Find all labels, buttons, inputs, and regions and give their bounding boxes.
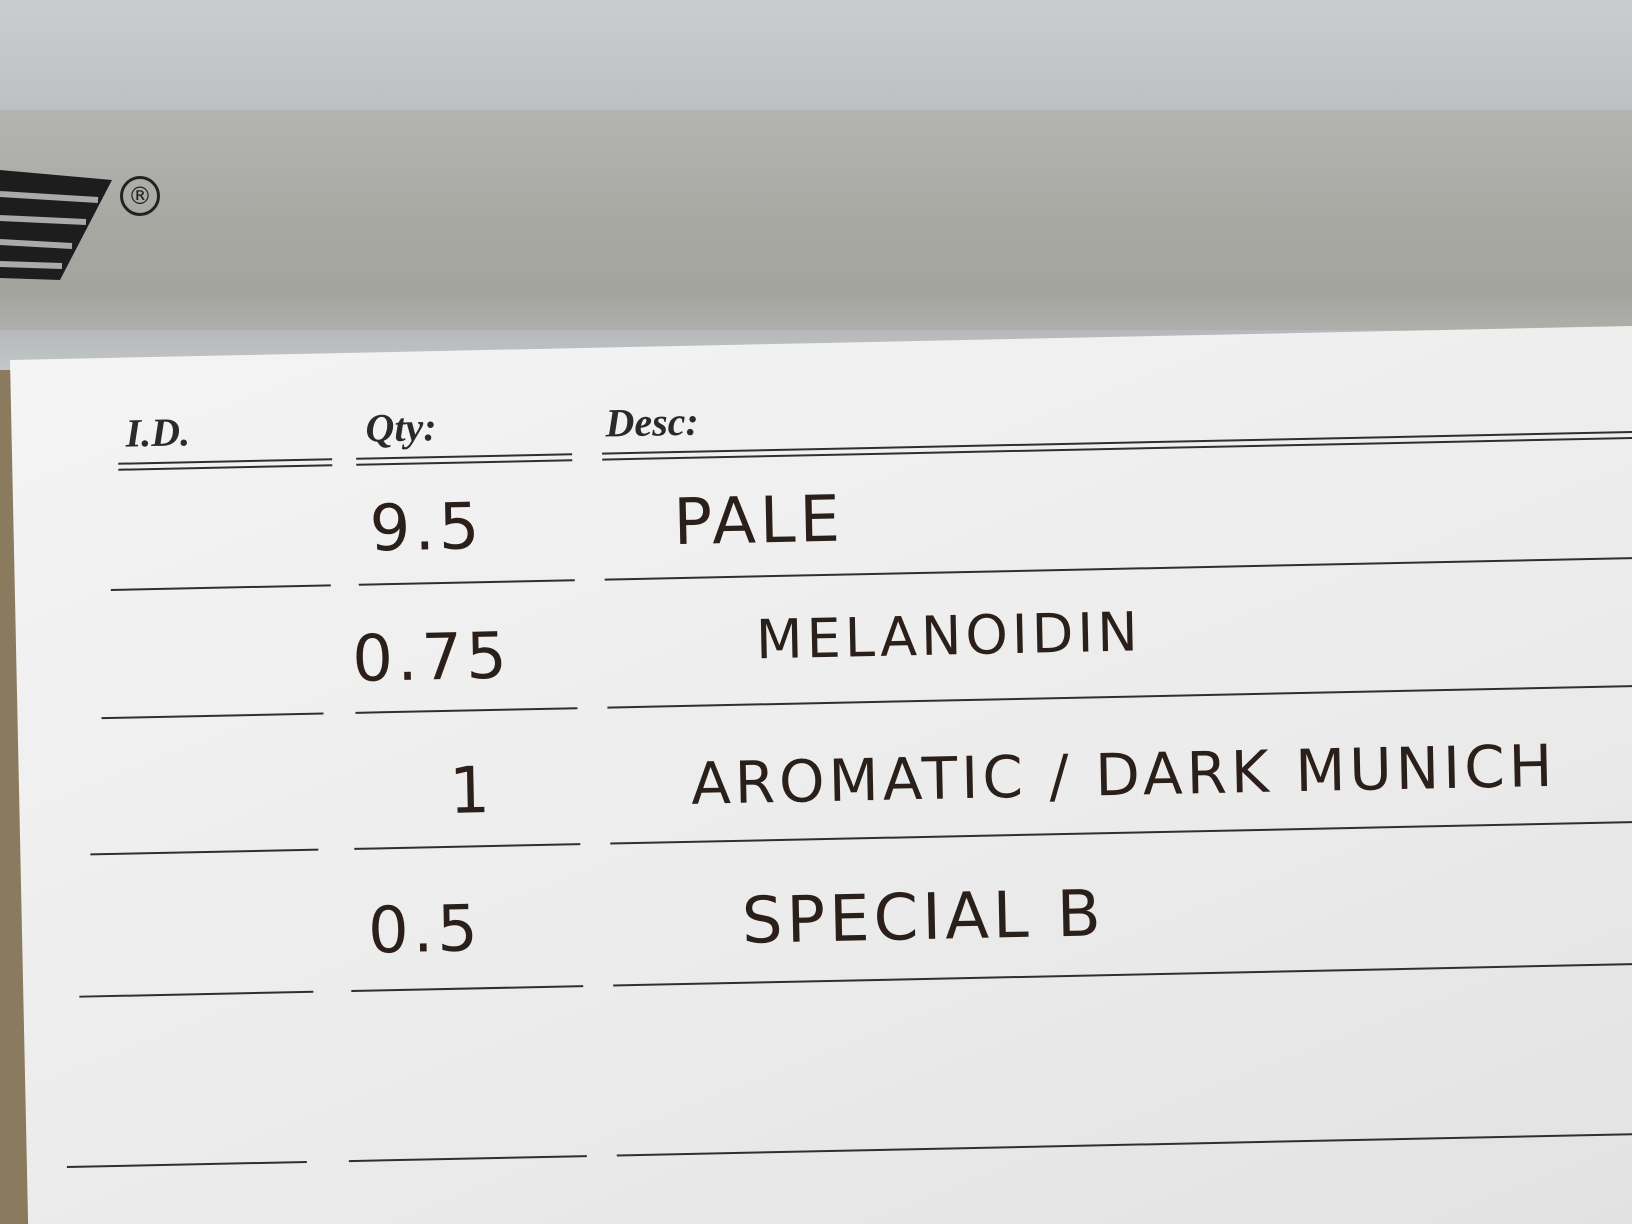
row-2-desc: MELANOIDIN [755, 600, 1143, 672]
clipboard-logo-icon [0, 160, 120, 290]
header-rule-qty [356, 454, 572, 459]
header-rule-desc [602, 432, 1632, 454]
header-desc: Desc: [604, 398, 700, 446]
header-qty: Qty: [365, 404, 438, 451]
row-rule [359, 580, 575, 585]
row-rule [605, 558, 1632, 580]
row-rule [354, 844, 580, 849]
row-3-qty: 1 [448, 753, 495, 829]
row-rule [607, 686, 1632, 708]
header-rule-id [118, 459, 332, 463]
row-rule [67, 1162, 307, 1167]
row-rule [90, 850, 318, 855]
row-2-qty: 0.75 [351, 619, 512, 697]
header-id: I.D. [125, 409, 191, 456]
row-4-desc: SPECIAL B [741, 877, 1106, 959]
registered-trademark-mark: ® [120, 176, 160, 216]
row-4-qty: 0.5 [367, 892, 483, 969]
row-rule [613, 964, 1632, 986]
row-rule [349, 1156, 587, 1161]
row-rule [610, 822, 1632, 844]
row-rule [617, 1133, 1632, 1155]
row-rule [79, 992, 313, 997]
row-1-qty: 9.5 [368, 490, 485, 567]
order-form-paper [10, 326, 1632, 1224]
row-rule [355, 708, 577, 713]
row-rule [351, 986, 583, 991]
row-1-desc: PALE [672, 482, 845, 561]
row-rule [102, 714, 324, 719]
row-rule [111, 585, 331, 590]
row-3-desc: AROMATIC / DARK MUNICH [690, 731, 1558, 818]
